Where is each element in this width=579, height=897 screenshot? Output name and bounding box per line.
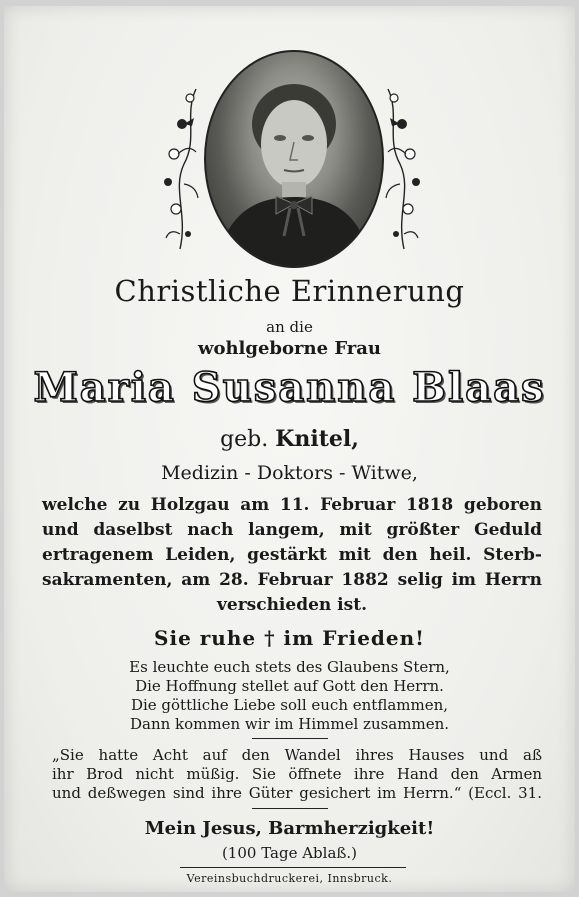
memorial-card xyxy=(4,6,575,892)
maiden-name-line xyxy=(4,426,575,452)
indulgence-note: (100 Tage Ablaß.) xyxy=(221,844,358,862)
portrait-photo xyxy=(204,50,380,264)
poem-line: Die Hoffnung stellet auf Gott den Herrn. xyxy=(135,677,444,695)
divider xyxy=(180,867,406,868)
rest-in-peace-line: Sie ruhe † im Frieden! xyxy=(154,626,425,650)
scripture-quote xyxy=(52,746,542,803)
biography-line: verschieden ist. xyxy=(217,595,367,615)
deceased-name: Maria Susanna Blaas xyxy=(33,364,546,411)
biography-line: und daselbst nach langem, mit größter Geduld xyxy=(42,520,542,540)
quote-line: ihr Brod nicht müßig. Sie öffnete ihre Hand den Armen xyxy=(52,765,542,783)
divider xyxy=(252,738,328,739)
biography-line: ertragenem Leiden, gestärkt mit den heil. Sterb- xyxy=(42,545,542,565)
printer-credit: Vereinsbuchdruckerei, Innsbruck. xyxy=(186,872,393,885)
poem xyxy=(4,658,575,734)
subtitle-an-die: an die xyxy=(266,318,313,336)
maiden-name: Knitel, xyxy=(275,426,359,452)
biography-line: welche zu Holzgau am 11. Februar 1818 geboren xyxy=(42,495,542,515)
poem-line: Dann kommen wir im Himmel zusammen. xyxy=(129,715,450,733)
subtitle-honorific: wohlgeborne Frau xyxy=(197,338,382,359)
profession-line: Medizin - Doktors - Witwe, xyxy=(161,462,418,484)
quote-line: „Sie hatte Acht auf den Wandel ihres Hauses und aß xyxy=(52,746,542,764)
card-title: Christliche Erinnerung xyxy=(114,274,465,308)
divider xyxy=(252,808,328,809)
poem-line: Es leuchte euch stets des Glaubens Stern, xyxy=(129,658,450,676)
poem-line: Die göttliche Liebe soll euch entflammen, xyxy=(130,696,449,714)
prayer-motto: Mein Jesus, Barmherzigkeit! xyxy=(144,818,435,839)
biography-line: sakramenten, am 28. Februar 1882 selig im Herrn xyxy=(42,570,542,590)
biography-paragraph xyxy=(42,493,542,618)
maiden-name-prefix: geb. xyxy=(220,427,269,452)
quote-line: und deßwegen sind ihre Güter gesichert im Herrn.“ (Eccl. 31. xyxy=(52,784,542,802)
